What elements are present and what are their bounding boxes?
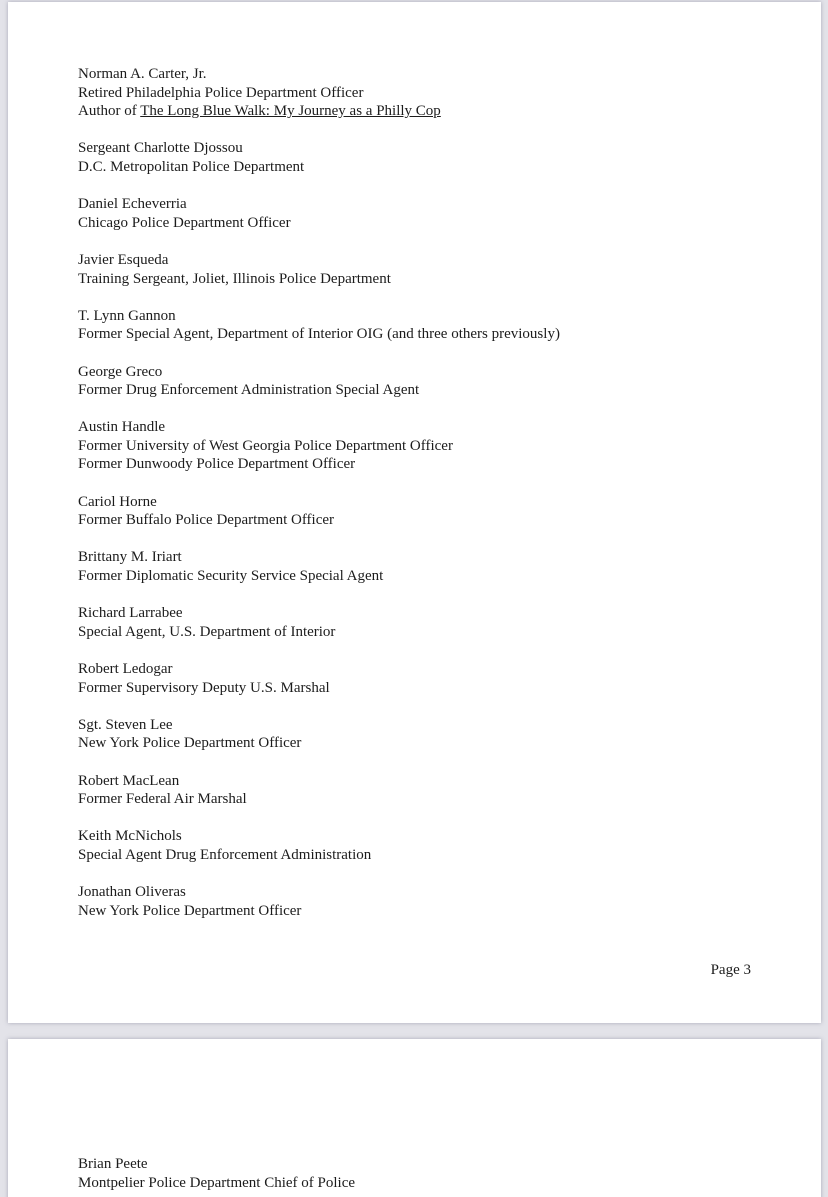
signatory-name [78, 307, 751, 326]
signatory-entry [78, 716, 751, 753]
signatory-entry [78, 493, 751, 530]
signatory-title [78, 158, 751, 177]
signatory-name [78, 251, 751, 270]
text-segment: Former Dunwoody Police Department Officer [78, 456, 356, 473]
text-segment: Robert MacLean [78, 772, 180, 789]
text-segment: Former Diplomatic Security Service Special Agent [78, 568, 384, 585]
text-segment: Austin Handle [78, 419, 166, 436]
signatory-list-page-3 [8, 2, 821, 920]
text-segment: New York Police Department Officer [78, 735, 302, 752]
signatory-entry [78, 660, 751, 697]
signatory-title [78, 902, 751, 921]
signatory-title [78, 381, 751, 400]
text-segment: Training Sergeant, Joliet, Illinois Police Department [78, 270, 391, 287]
text-segment: Retired Philadelphia Police Department Officer [78, 84, 364, 101]
text-segment: Richard Larrabee [78, 605, 183, 622]
text-segment: T. Lynn Gannon [78, 307, 176, 324]
text-segment: Javier Esqueda [78, 251, 169, 268]
signatory-entry [78, 307, 751, 344]
signatory-title [78, 511, 751, 530]
signatory-title [78, 790, 751, 809]
text-segment: New York Police Department Officer [78, 902, 302, 919]
signatory-name [78, 827, 751, 846]
text-segment: Jonathan Oliveras [78, 884, 186, 901]
signatory-entry [78, 418, 751, 474]
text-segment: Sgt. Steven Lee [78, 716, 173, 733]
signatory-entry [78, 604, 751, 641]
text-segment: George Greco [78, 363, 163, 380]
text-segment: Robert Ledogar [78, 661, 173, 677]
text-segment: Brian Peete [78, 1156, 148, 1172]
signatory-entry [78, 1155, 751, 1192]
signatory-entry [78, 195, 751, 232]
signatory-name [78, 195, 751, 214]
signatory-entry [78, 65, 751, 121]
signatory-name [78, 493, 751, 512]
signatory-name [78, 604, 751, 623]
signatory-name [78, 65, 751, 84]
book-title-underlined: The Long Blue Walk: My Journey as a Philly Cop [140, 103, 441, 120]
signatory-name [78, 883, 751, 902]
text-segment: Author of [78, 103, 141, 120]
signatory-title [78, 102, 751, 121]
signatory-entry [78, 548, 751, 585]
text-segment: Special Agent Drug Enforcement Administration [78, 846, 372, 863]
text-segment: Former Federal Air Marshal [78, 791, 247, 808]
text-segment: Former University of West Georgia Police Department Officer [78, 437, 453, 454]
text-segment: Keith McNichols [78, 828, 182, 845]
document-page-4 [8, 1039, 821, 1197]
text-segment: Montpelier Police Department Chief of Police [78, 1174, 356, 1191]
signatory-title [78, 846, 751, 865]
text-segment: Daniel Echeverria [78, 196, 187, 213]
signatory-title [78, 679, 751, 698]
text-segment: Cariol Horne [78, 493, 157, 510]
signatory-title [78, 567, 751, 586]
signatory-list-page-4 [8, 1039, 821, 1192]
signatory-entry [78, 827, 751, 864]
signatory-name [78, 716, 751, 735]
text-segment: Former Buffalo Police Department Officer [78, 512, 335, 529]
signatory-title [78, 734, 751, 753]
text-segment: Special Agent, U.S. Department of Interior [78, 623, 336, 640]
signatory-title [78, 214, 751, 233]
signatory-name [78, 548, 751, 567]
signatory-title [78, 437, 751, 456]
text-segment: Norman A. Carter, Jr. [78, 66, 207, 82]
signatory-name [78, 660, 751, 679]
signatory-name [78, 418, 751, 437]
signatory-title [78, 623, 751, 642]
signatory-title [78, 270, 751, 289]
text-segment: Brittany M. Iriart [78, 549, 182, 566]
document-page-3 [8, 2, 821, 1023]
signatory-entry [78, 363, 751, 400]
text-segment: Former Supervisory Deputy U.S. Marshal [78, 679, 330, 696]
text-segment: Former Drug Enforcement Administration Special Agent [78, 382, 420, 399]
text-segment: Sergeant Charlotte Djossou [78, 140, 243, 157]
signatory-name [78, 139, 751, 158]
text-segment: Former Special Agent, Department of Interior OIG (and three others previously) [78, 326, 560, 343]
signatory-name [78, 772, 751, 791]
signatory-title [78, 84, 751, 103]
text-segment: Chicago Police Department Officer [78, 214, 291, 231]
signatory-name [78, 1155, 751, 1174]
signatory-entry [78, 772, 751, 809]
text-segment: D.C. Metropolitan Police Department [78, 158, 305, 175]
signatory-name [78, 363, 751, 382]
signatory-entry [78, 139, 751, 176]
signatory-title [78, 455, 751, 474]
signatory-entry [78, 883, 751, 920]
signatory-title [78, 325, 751, 344]
signatory-entry [78, 251, 751, 288]
page-number-footer: Page 3 [710, 962, 751, 979]
signatory-title [78, 1174, 751, 1193]
